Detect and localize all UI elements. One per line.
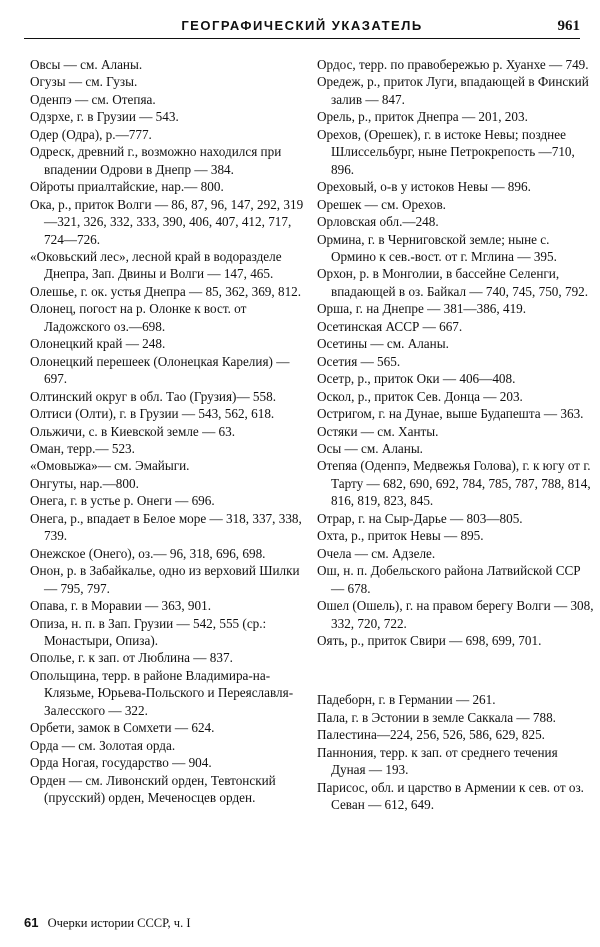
index-entry: Олешье, г. ок. устья Днепра — 85, 362, 369, 812.: [30, 283, 302, 299]
index-entry: Овсы — см. Аланы.: [30, 57, 143, 72]
right-column-p-section: [317, 691, 595, 813]
index-entry: Оять, р., приток Свири — 698, 699, 701.: [317, 632, 542, 648]
index-entry: «Омовыжа»— см. Эмайыги.: [30, 458, 190, 474]
index-entry: Одер (Одра), р.—777.: [30, 126, 152, 142]
index-entry: Одреск, древний г., возможно находился при впадении Одрови в Днепр — 384.: [30, 144, 282, 177]
index-entry: Орель, р., приток Днепра — 201, 203.: [317, 109, 528, 125]
index-entry: Очела — см. Адзеле.: [317, 545, 436, 561]
index-entry: Орешек — см. Орехов.: [317, 196, 446, 212]
index-entry: Осетия — 565.: [317, 353, 401, 369]
index-entry: Орбети, замок в Сомхети — 624.: [30, 720, 215, 736]
index-entry: Остригом, г. на Дунае, выше Будапешта — 363.: [317, 406, 584, 422]
index-entry: Оденпэ — см. Отепяа.: [30, 91, 156, 107]
page-number: 961: [557, 18, 580, 34]
index-entry: Олонец, погост на р. Олонке к вост. от Ладожского оз.—698.: [30, 301, 247, 334]
index-entry: Олтинский округ в обл. Тао (Грузия)— 558.: [30, 388, 277, 404]
index-entry: Олтиси (Олти), г. в Грузии — 543, 562, 618.: [30, 406, 275, 422]
index-entry: Онежское (Онего), оз.— 96, 318, 696, 698.: [30, 545, 266, 561]
running-header: [24, 10, 580, 39]
index-entry: Отепяа (Оденпэ, Медвежья Голова), г. к югу от г. Тарту — 682, 690, 692, 784, 785, 787, 788, 814, 816, 819, 823, 845.: [317, 458, 591, 509]
index-entry: Орда Ногая, государство — 904.: [30, 755, 212, 771]
right-column: [317, 56, 595, 814]
index-entry: Олонецкий перешеек (Олонецкая Карелия) — 697.: [30, 353, 290, 387]
index-entry: Охта, р., приток Невы — 895.: [317, 528, 484, 544]
index-entry: Онега, г. в устье р. Онеги — 696.: [30, 493, 215, 509]
printer-signature: 61: [24, 915, 39, 930]
index-entry: Оскол, р., приток Сев. Донца — 203.: [317, 388, 523, 404]
index-entry: Падеборн, г. в Германии — 261.: [317, 692, 496, 708]
left-column: [30, 56, 308, 806]
index-entry: Осетр, р., приток Оки — 406—408.: [317, 371, 516, 387]
index-entry: Отрар, г. на Сыр-Дарье — 803—805.: [317, 510, 523, 526]
index-entry: Орхон, р. в Монголии, в бассейне Селенги, впадающей в оз. Байкал — 740, 745, 750, 792.: [317, 266, 589, 299]
index-entry: Ополье, г. к зап. от Люблина — 837.: [30, 650, 233, 666]
index-entry: Осетины — см. Аланы.: [317, 336, 449, 352]
index-entry: Осетинская АССР — 667.: [317, 318, 463, 334]
index-entry: Паннония, терр. к зап. от среднего течения Дуная — 193.: [317, 744, 558, 778]
index-entry: Орша, г. на Днепре — 381—386, 419.: [317, 301, 527, 317]
section-gap: [317, 649, 595, 691]
index-entry: Опольщина, терр. в районе Владимира-на-Клязьме, Юрьева-Польского и Переяславля-Залесского — 322.: [30, 667, 294, 718]
index-entry: Ош, н. п. Добельского района Латвийской ССР — 678.: [317, 563, 581, 596]
index-entry: Огузы — см. Гузы.: [30, 74, 138, 90]
index-entry: Ока, р., приток Волги — 86, 87, 96, 147, 292, 319—321, 326, 332, 333, 390, 406, 407, 412, 717, 724—726.: [30, 196, 304, 247]
index-entry: Оредеж, р., приток Луги, впадающей в Финский залив — 847.: [317, 74, 589, 107]
index-entry: Пала, г. в Эстонии в земле Саккала — 788.: [317, 709, 556, 725]
index-entry: Ойроты приалтайские, нар.— 800.: [30, 179, 224, 195]
page-footer: [24, 915, 190, 931]
index-entry: Орда — см. Золотая орда.: [30, 737, 176, 753]
index-entry: Ормина, г. в Черниговской земле; ныне с. Ормино к сев.-вост. от г. Мглина — 395.: [317, 231, 557, 264]
running-title: ГЕОГРАФИЧЕСКИЙ УКАЗАТЕЛЬ: [181, 18, 423, 33]
index-entry: «Оковьский лес», лесной край в водоразделе Днепра, Зап. Двины и Волги — 147, 465.: [30, 248, 282, 282]
index-entry: Палестина—224, 256, 526, 586, 629, 825.: [317, 727, 545, 743]
index-entry: Ордос, терр. по правобережью р. Хуанхе — 749.: [317, 57, 589, 72]
right-column-o-section: [317, 56, 595, 649]
index-entry: Ольжичи, с. в Киевской земле — 63.: [30, 423, 236, 439]
index-entry: Орловская обл.—248.: [317, 214, 439, 230]
index-entry: Ореховый, о-в у истоков Невы — 896.: [317, 179, 531, 195]
index-entry: Одзрхе, г. в Грузии — 543.: [30, 109, 179, 125]
index-entry: Орден — см. Ливонский орден, Тевтонский (прусский) орден, Меченосцев орден.: [30, 772, 276, 806]
index-entry: Опиза, н. п. в Зап. Грузии — 542, 555 (ср.: Монастыри, Опиза).: [30, 615, 267, 648]
index-entry: Ошел (Ошель), г. на правом берегу Волги — 308, 332, 720, 722.: [317, 598, 594, 631]
index-entry: Оман, терр.— 523.: [30, 440, 135, 456]
index-entry: Олонецкий край — 248.: [30, 336, 166, 352]
index-entry: Опава, г. в Моравии — 363, 901.: [30, 598, 211, 614]
footer-text: Очерки истории СССР, ч. I: [47, 916, 191, 930]
index-entry: Онгуты, нар.—800.: [30, 475, 139, 491]
index-entry: Осы — см. Аланы.: [317, 440, 423, 456]
index-entry: Онега, р., впадает в Белое море — 318, 337, 338, 739.: [30, 510, 302, 544]
index-entry: Парисос, обл. и царство в Армении к сев. от оз. Севан — 612, 649.: [317, 779, 584, 813]
index-entry: Онон, р. в Забайкалье, одно из верховий Шилки — 795, 797.: [30, 563, 300, 596]
index-entry: Остяки — см. Ханты.: [317, 423, 439, 439]
index-entry: Орехов, (Орешек), г. в истоке Невы; позднее Шлиссельбург, ныне Петрокрепость —710, 896.: [317, 126, 575, 177]
